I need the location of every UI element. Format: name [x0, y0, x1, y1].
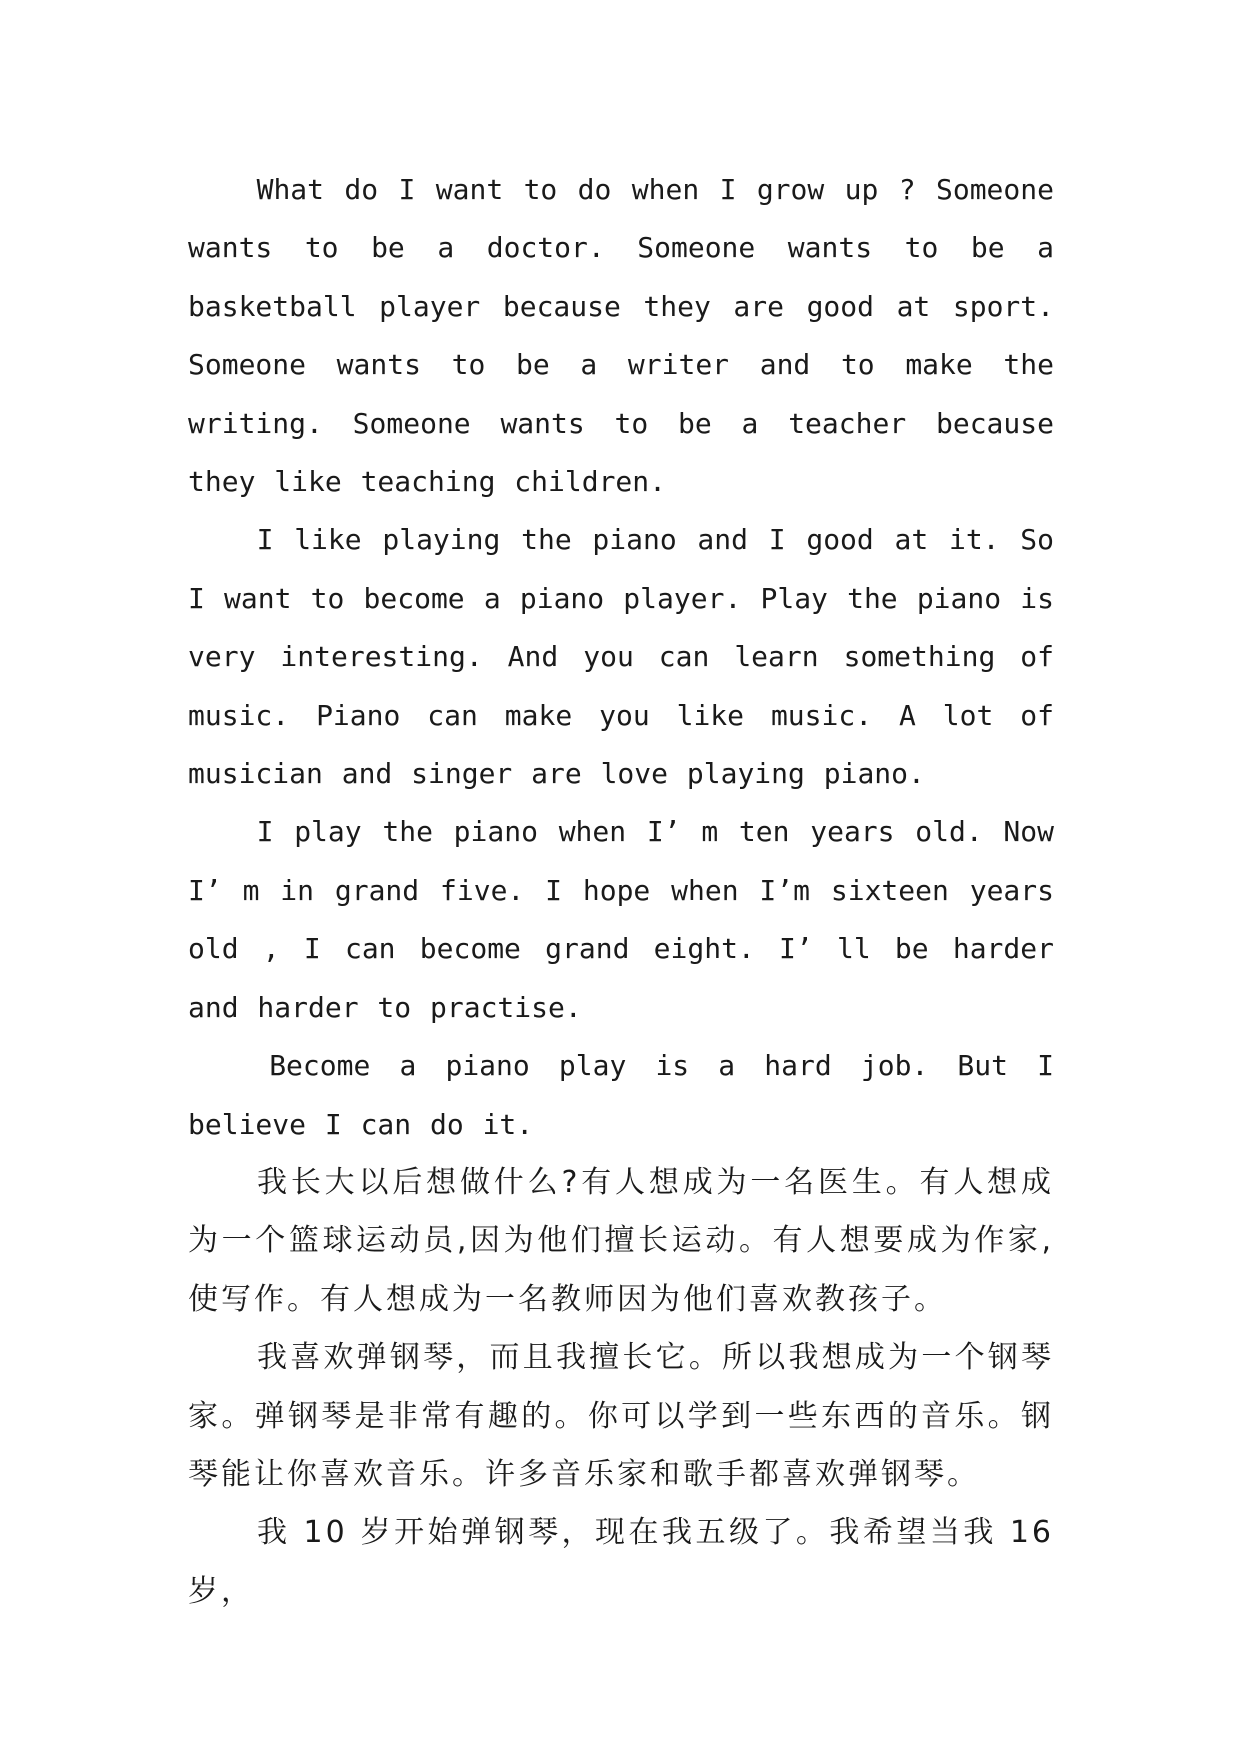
chinese-paragraph-piano-interest: 我喜欢弹钢琴，而且我擅长它。所以我想成为一个钢琴家。弹钢琴是非常有趣的。你可以学到一些东西的音乐。钢琴能让你喜欢音乐。许多音乐家和歌手都喜欢弹钢琴。 [188, 1340, 1054, 1492]
english-paragraph-conclusion: Become a piano play is a hard job. But I believe I can do it. [188, 1049, 1054, 1141]
english-paragraph-piano-interest: I like playing the piano and I good at it. So I want to become a piano player. Play the piano is very interesting. And you can learn something of music. Piano can make you like music. A lot of musician and singer are love playing piano. [188, 523, 1054, 791]
english-paragraph-career-wishes: What do I want to do when I grow up ? Someone wants to be a doctor. Someone wants to be a basketball player because they are good at sport. Someone wants to be a writer and to make the writing. Someone wants to be a teacher because they like teaching children. [188, 173, 1054, 499]
chinese-paragraph-career-wishes: 我长大以后想做什么?有人想成为一名医生。有人想成为一个篮球运动员,因为他们擅长运动。有人想要成为作家,使写作。有人想成为一名教师因为他们喜欢教孩子。 [188, 1164, 1054, 1317]
document-body [188, 161, 1054, 1621]
chinese-paragraph-piano-history: 我 10 岁开始弹钢琴，现在我五级了。我希望当我 16 岁， [188, 1515, 1054, 1609]
english-paragraph-piano-history: I play the piano when I’ m ten years old. Now I’ m in grand five. I hope when I’m sixteen years old , I can become grand eight. I’ ll be harder and harder to practise. [188, 815, 1054, 1024]
